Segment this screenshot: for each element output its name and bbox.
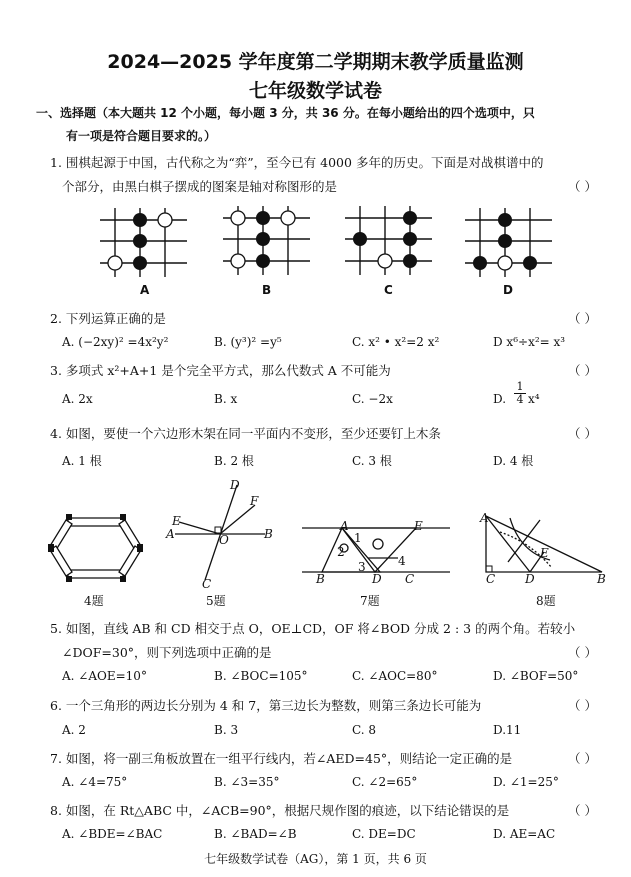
section-heading-cont: 有一项是符合题目要求的。） [66,129,217,143]
q6-option-d: D.11 [493,723,522,737]
go-pattern-c [340,203,440,283]
fig7-label-d: D [372,572,382,586]
q5-text-cont: ∠DOF=30°，则下列选项中正确的是 [62,645,272,660]
q8-option-a: A. ∠BDE=∠BAC [62,827,163,841]
q3-option-d: D. [493,392,507,406]
q4-option-d: D. 4 根 [493,454,534,468]
q4-option-b: B. 2 根 [214,454,254,468]
q4-option-c: C. 3 根 [352,454,392,468]
q8-answer-paren: （ ） [568,803,597,818]
fig7-label-4: 4 [398,554,406,568]
q7-option-c: C. ∠2=65° [352,775,418,789]
q7-option-d: D. ∠1=25° [493,775,559,789]
q2-option-b: B. (y³)² =y⁵ [214,335,282,349]
q8-option-c: C. DE=DC [352,827,416,841]
hexagon-frame-figure [48,510,148,586]
q1-option-d-label: D [503,283,513,297]
fig7-label-a: A [340,519,349,533]
q6-answer-paren: （ ） [568,698,597,713]
q6-option-c: C. 8 [352,723,377,737]
fig7-label-b: B [316,572,325,586]
fig5-label-f: F [250,494,259,508]
fig7-label-e: E [414,519,423,533]
fig7-label-1: 1 [354,531,362,545]
figure-4-caption: 4题 [84,594,104,608]
q3-option-a: A. 2x [62,392,93,406]
page-title: 2024—2025 学年度第二学期期末教学质量监测 [107,51,524,73]
fig7-label-3: 3 [358,560,366,574]
q3-answer-paren: （ ） [568,363,597,378]
q2-option-a: A. (−2xy)² =4x²y² [62,335,169,349]
q4-option-a: A. 1 根 [62,454,102,468]
q3-option-b: B. x [214,392,238,406]
q8-option-d: D. AE=AC [493,827,556,841]
q3-option-d-tail: x⁴ [528,392,540,406]
q7-answer-paren: （ ） [568,751,597,766]
q6-option-b: B. 3 [214,723,239,737]
q4-text: 4. 如图，要使一个六边形木架在同一平面内不变形，至少还要钉上木条 [50,426,441,441]
q3-option-d-fraction: 1 4 [514,381,526,406]
fig5-label-c: C [202,577,212,591]
q1-answer-paren: （ ） [568,179,597,194]
fig5-label-a: A [166,527,175,541]
q3-option-c: C. −2x [352,392,393,406]
q1-text-cont: 个部分，由黑白棋子摆成的图案是轴对称图形的是 [62,179,338,194]
q4-answer-paren: （ ） [568,426,597,441]
figure-7-caption: 7题 [360,594,380,608]
q7-option-a: A. ∠4=75° [62,775,128,789]
q2-text: 2. 下列运算正确的是 [50,311,166,326]
q8-option-b: B. ∠BAD=∠B [214,827,297,841]
q5-option-d: D. ∠BOF=50° [493,669,579,683]
q1-text: 1. 围棋起源于中国，古代称之为“弈”，至今已有 4000 多年的历史。下面是对战棋谱中的 [50,155,544,170]
q2-option-c: C. x² • x²=2 x² [352,335,440,349]
q8-text: 8. 如图，在 Rt△ABC 中，∠ACB=90°，根据尺规作图的痕迹，以下结论错误的是 [50,803,510,818]
fig8-label-d: D [525,572,535,586]
q5-text: 5. 如图，直线 AB 和 CD 相交于点 O，OE⊥CD，OF 将∠BOD 分成 2 : 3 的两个角。若较小 [50,621,576,636]
q5-option-a: A. ∠AOE=10° [62,669,147,683]
fig5-label-d: D [230,478,240,492]
q2-answer-paren: （ ） [568,311,597,326]
q1-option-c-label: C [384,283,393,297]
page-subtitle: 七年级数学试卷 [248,80,382,102]
q5-option-c: C. ∠AOC=80° [352,669,438,683]
q1-option-b-label: B [262,283,272,297]
fig5-label-b: B [264,527,273,541]
q7-text: 7. 如图，将一副三角板放置在一组平行线内，若∠AED=45°，则结论一定正确的是 [50,751,513,766]
fig8-label-e: E [540,546,549,560]
q5-answer-paren: （ ） [568,645,597,660]
q2-option-d: D x⁶÷x²= x³ [493,335,566,349]
fig7-label-c: C [405,572,415,586]
q5-option-b: B. ∠BOC=105° [214,669,308,683]
q7-option-b: B. ∠3=35° [214,775,280,789]
page-footer: 七年级数学试卷（AG），第 1 页，共 6 页 [204,852,427,866]
go-pattern-b [218,203,318,283]
section-heading: 一、选择题（本大题共 12 个小题，每小题 3 分，共 36 分。在每小题给出的四个选项中，只 [36,106,535,120]
go-pattern-a [95,205,195,285]
fig5-label-e: E [172,514,181,528]
figure-5-caption: 5题 [206,594,226,608]
q6-option-a: A. 2 [62,723,86,737]
fig5-label-o: O [219,533,229,547]
fig7-label-2: 2 [337,545,345,559]
fig8-label-a: A [480,511,489,525]
q3-text: 3. 多项式 x²+A+1 是个完全平方式，那么代数式 A 不可能为 [50,363,391,378]
q1-option-a-label: A [140,283,150,297]
figure-8-caption: 8题 [536,594,556,608]
q6-text: 6. 一个三角形的两边长分别为 4 和 7，第三边长为整数，则第三条边长可能为 [50,698,482,713]
fig8-label-b: B [597,572,606,586]
go-pattern-d [460,205,560,285]
fig8-label-c: C [486,572,496,586]
